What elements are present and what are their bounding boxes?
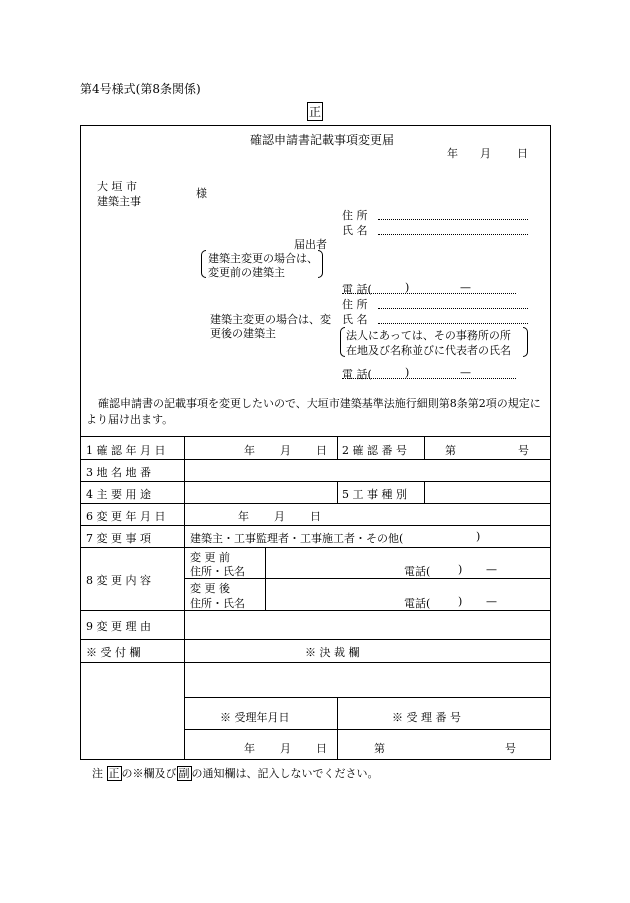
col-line-r8 <box>265 547 266 610</box>
row-8-after-phone-close: ) <box>458 595 463 608</box>
form-number: 第4号様式(第8条関係) <box>80 82 201 96</box>
row-6-year: 年 <box>238 510 249 523</box>
form-title: 確認申請書記載事項変更届 <box>250 133 395 147</box>
new-phone-close: ) <box>405 366 410 379</box>
row-8-after-line1: 変 更 後 <box>190 582 230 595</box>
addressee-title: 建築主事 <box>97 195 141 208</box>
footnote-fuku: 副 <box>178 767 190 780</box>
row-8-before-phone-close: ) <box>458 563 463 576</box>
uketsuke-label: ※ 受 付 欄 <box>86 646 141 659</box>
row-line-6 <box>80 610 551 611</box>
row-7-value: 建築主・工事監理者・工事施工者・その他( <box>190 532 404 545</box>
applicant-phone-close: ) <box>405 281 410 294</box>
row-line-4 <box>80 525 551 526</box>
after-note-line1: 建築主変更の場合は、変 <box>210 313 331 326</box>
row-line-10 <box>184 729 551 730</box>
col-line-juri <box>337 697 338 760</box>
new-name-line[interactable] <box>378 323 528 324</box>
row-3-input[interactable] <box>190 462 545 479</box>
new-phone-line[interactable] <box>342 378 516 379</box>
row-2-go: 号 <box>518 444 529 457</box>
new-name-label: 氏 名 <box>342 313 368 326</box>
table-top-line <box>80 436 551 437</box>
juri-day: 日 <box>316 742 327 755</box>
row-6-month: 月 <box>274 510 285 523</box>
row-line-9 <box>184 697 551 698</box>
row-1-day: 日 <box>316 444 327 457</box>
new-phone-dash: — <box>460 366 471 379</box>
statement-text: 確認申請書の記載事項を変更したいので、大垣市建築基準法施行細則第8条第2項の規定により届け出ます。 <box>86 397 541 426</box>
col-line-r4a <box>337 481 338 503</box>
new-phone-label: 電 話( <box>342 368 372 381</box>
row-line-8 <box>80 662 551 663</box>
kessai-label: ※ 決 裁 欄 <box>305 646 360 659</box>
row-6-day: 日 <box>310 510 321 523</box>
addressee-sama: 様 <box>196 187 207 200</box>
row-8-label: 8 変 更 内 容 <box>86 574 151 587</box>
row-8-before-phone: 電話( <box>404 565 431 578</box>
applicant-phone-label: 電 話( <box>342 283 372 296</box>
row-1-month: 月 <box>280 444 291 457</box>
row-8-after-phone: 電話( <box>404 597 431 610</box>
juri-go: 号 <box>505 742 516 755</box>
new-address-label: 住 所 <box>342 298 368 311</box>
row-line-5 <box>80 547 551 548</box>
row-line-7 <box>80 639 551 640</box>
row-2-dai: 第 <box>445 444 456 457</box>
corp-note-line2: 在地及び名称並びに代表者の氏名 <box>346 344 511 357</box>
before-note-bracket-right <box>318 250 323 278</box>
row-8-after-line2: 住所・氏名 <box>190 597 245 610</box>
col-line-label <box>184 436 185 760</box>
row-1-label: 1 確 認 年 月 日 <box>86 444 166 457</box>
row-1-year: 年 <box>244 444 255 457</box>
corp-note-bracket-right <box>523 327 528 357</box>
date-day: 日 <box>517 147 528 160</box>
footnote-sei: 正 <box>108 767 120 780</box>
row-5-label: 5 工 事 種 別 <box>342 488 407 501</box>
addressee-city: 大 垣 市 <box>97 180 137 193</box>
footnote-mid: の※欄及び <box>121 767 177 780</box>
col-line-r4b <box>424 481 425 503</box>
before-note-line1: 建築主変更の場合は、 <box>208 252 318 265</box>
juri-no-label: ※ 受 理 番 号 <box>392 711 461 724</box>
row-8-before-line1: 変 更 前 <box>190 551 230 564</box>
row-line-1 <box>80 459 551 460</box>
corp-note-line1: 法人にあっては、その事務所の所 <box>346 329 511 342</box>
row-4-label: 4 主 要 用 途 <box>86 488 151 501</box>
row-line-3 <box>80 503 551 504</box>
row-7-close: ) <box>476 530 481 543</box>
applicant-address-label: 住 所 <box>342 209 368 222</box>
row-3-label: 3 地 名 地 番 <box>86 466 151 479</box>
row-6-label: 6 変 更 年 月 日 <box>86 510 166 523</box>
sei-mark: 正 <box>307 102 323 121</box>
row-8-before-phone-dash: — <box>486 563 497 576</box>
juri-dai: 第 <box>374 742 385 755</box>
before-note-bracket-left <box>201 250 206 278</box>
juri-date-label: ※ 受理年月日 <box>220 711 290 724</box>
row-2-label: 2 確 認 番 号 <box>342 444 407 457</box>
corp-note-bracket-left <box>340 327 345 357</box>
row-line-2 <box>80 481 551 482</box>
footnote-prefix: 注 <box>92 767 103 780</box>
applicant-phone-line[interactable] <box>342 293 516 294</box>
col-line-r1b <box>424 436 425 459</box>
footnote-suffix: の通知欄は、記入しないでください。 <box>191 767 379 780</box>
col-line-r1a <box>337 436 338 459</box>
row-9-label: 9 変 更 理 由 <box>86 620 151 633</box>
applicant-phone-dash: — <box>460 281 471 294</box>
footnote <box>92 765 379 781</box>
applicant-name-label: 氏 名 <box>342 224 368 237</box>
row-8-after-phone-dash: — <box>486 595 497 608</box>
row-7-label: 7 変 更 事 項 <box>86 532 151 545</box>
before-note-line2: 変更前の建築主 <box>208 266 285 279</box>
applicant-address-line[interactable] <box>378 219 528 220</box>
juri-year: 年 <box>244 742 255 755</box>
new-address-line[interactable] <box>378 308 528 309</box>
after-note-line2: 更後の建築主 <box>210 327 276 340</box>
date-year: 年 <box>447 147 458 160</box>
juri-month: 月 <box>280 742 291 755</box>
todokede-label: 届出者 <box>294 238 327 251</box>
applicant-name-line[interactable] <box>378 234 528 235</box>
row-8-before-line2: 住所・氏名 <box>190 565 245 578</box>
date-month: 月 <box>480 147 491 160</box>
